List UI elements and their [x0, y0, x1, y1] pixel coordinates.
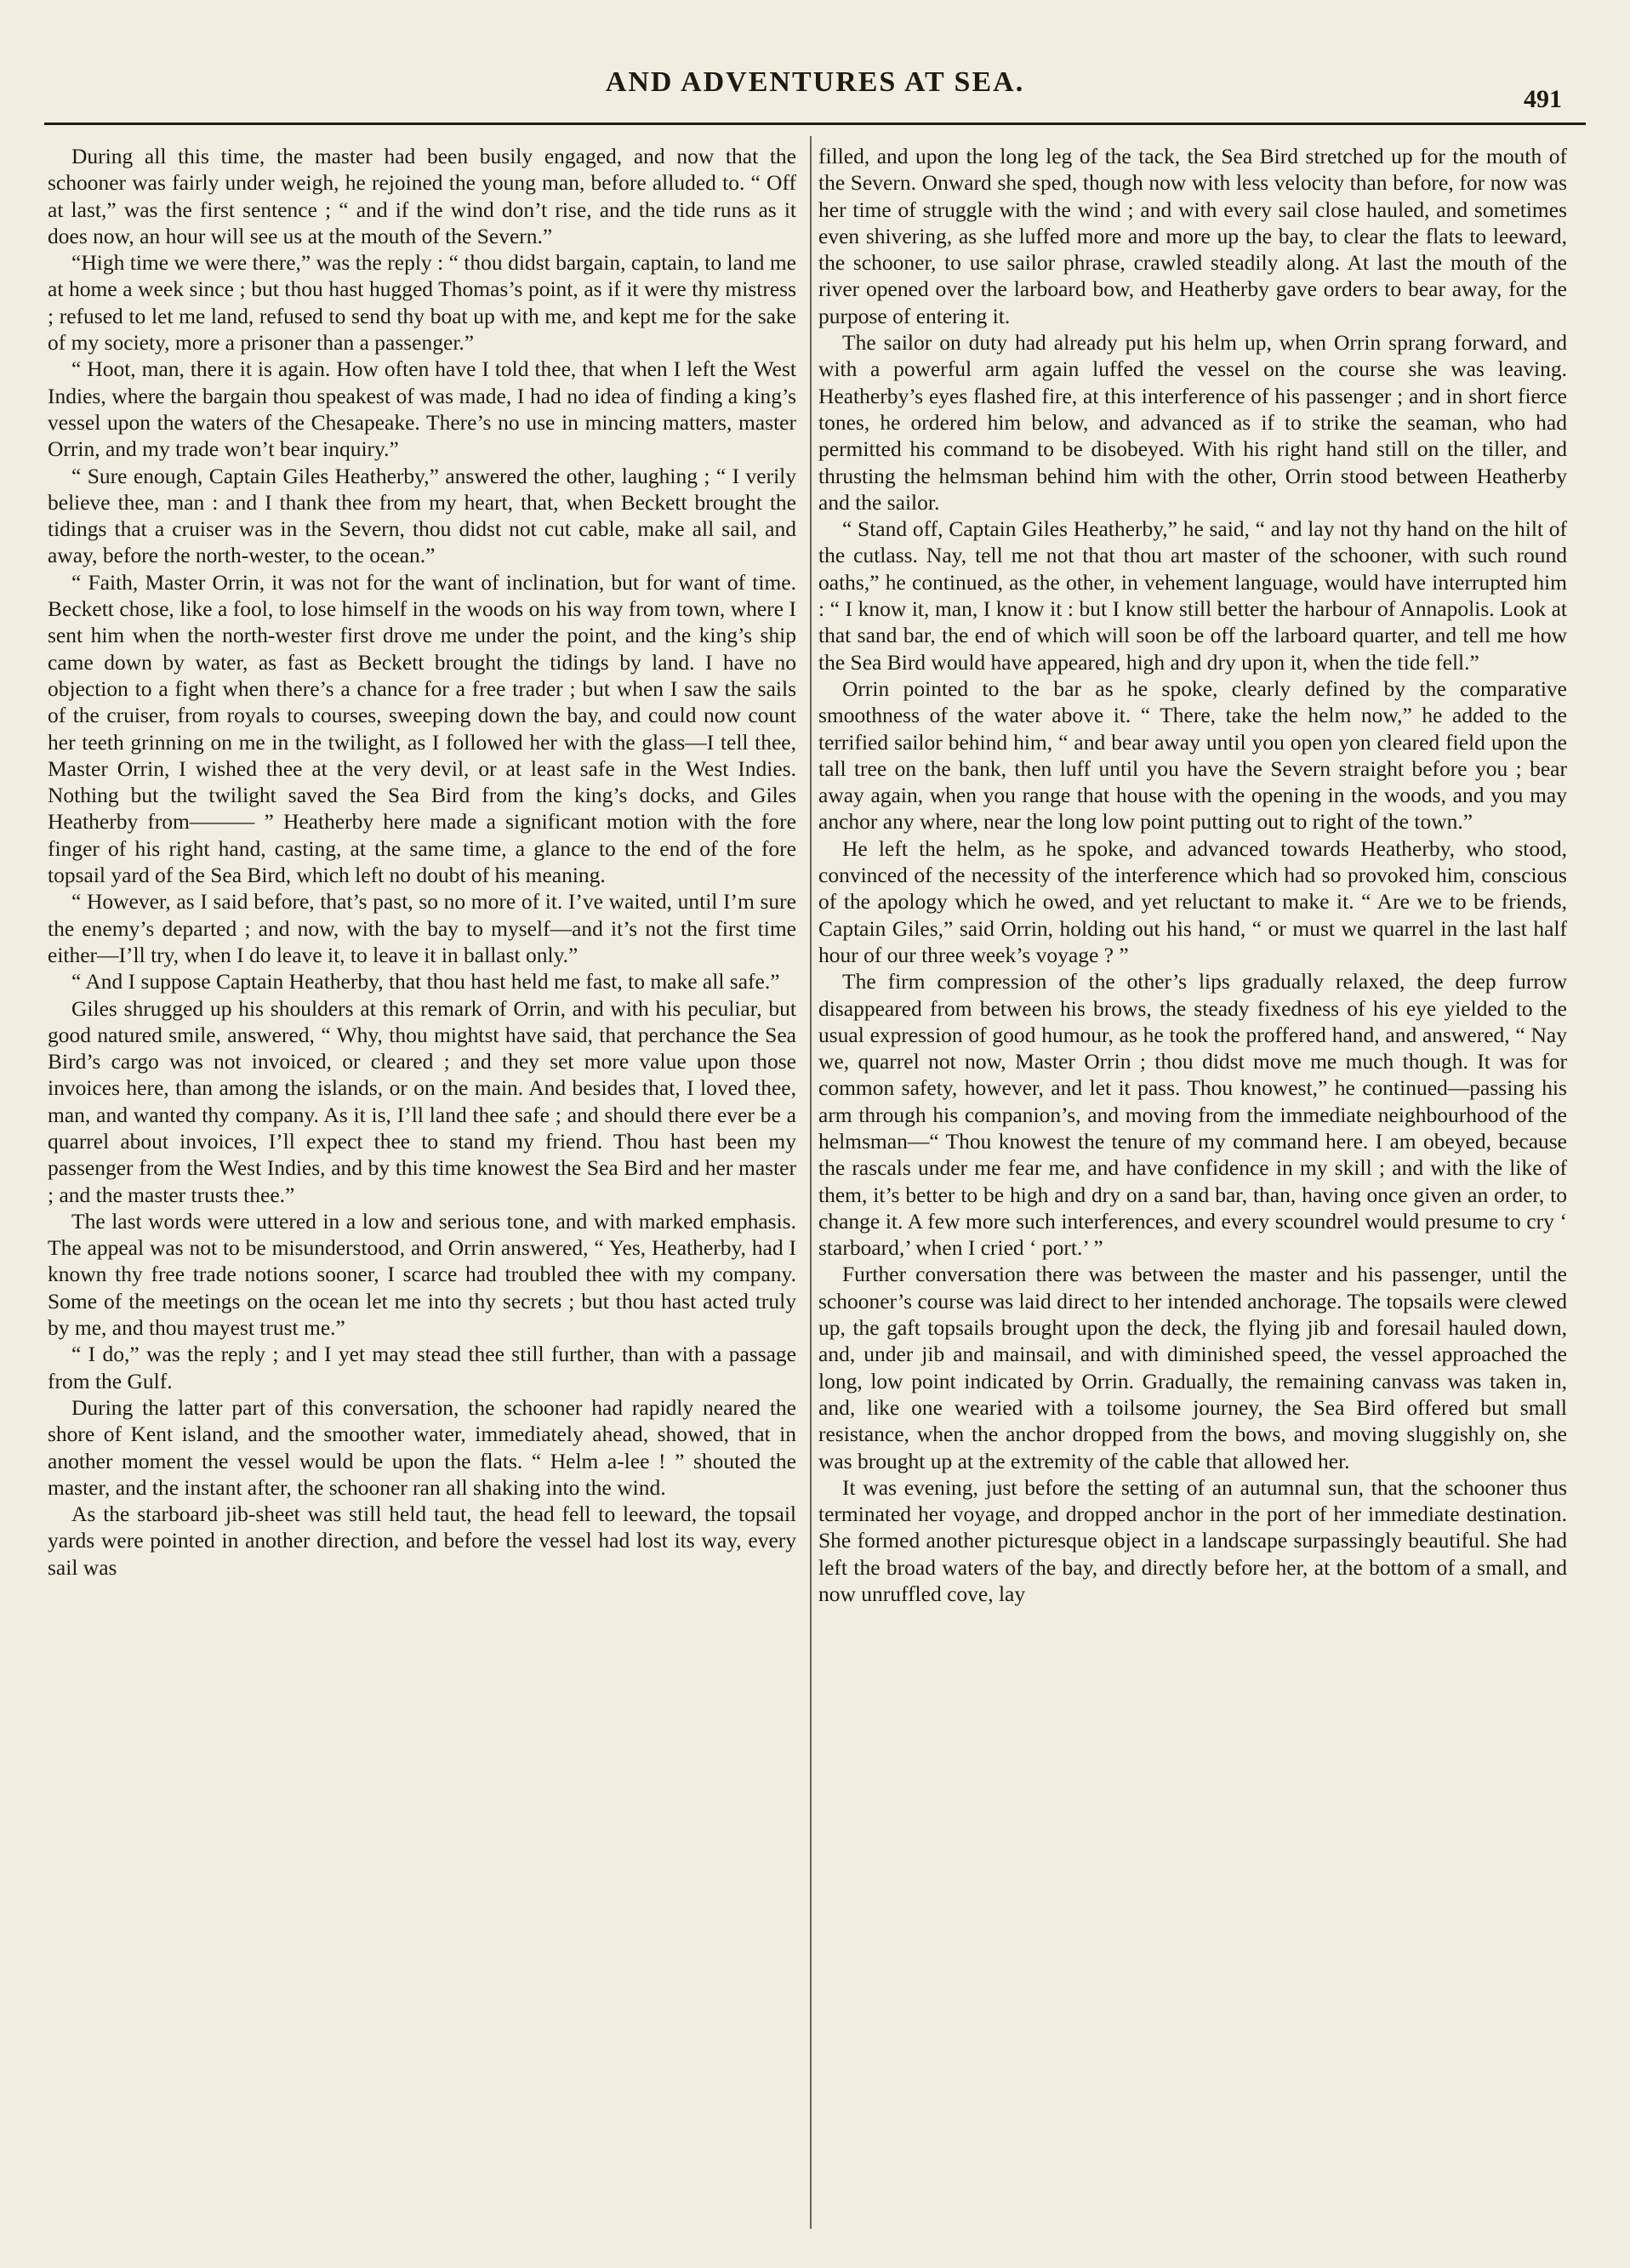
paragraph: Giles shrugged up his shoulders at this remark of Orrin, and with his peculiar, but good natured smile, answered, “ Why, thou mightst have said, that perchance the Sea Bird’s cargo was not invoiced, or cleared ; and they set more value upon those invoices here, than among the islands, or on the main. And besides that, I loved thee, man, and wanted thy company. As it is, I’ll land thee safe ; and should there ever be a quarrel about invoices, I’ll expect thee to stand my friend. Thou hast been my passenger from the West Indies, and by this time knowest the Sea Bird and her master ; and the master trusts thee.”: [48, 995, 796, 1207]
page-header: [0, 66, 1630, 113]
paragraph: “High time we were there,” was the reply : “ thou didst bargain, captain, to land me at home a week since ; but thou hast hugged Thomas’s point, as if it were thy mistress ; refused to let me land, refused to send thy boat up with me, and kept me for the sake of my society, more a prisoner than a passenger.”: [48, 250, 796, 356]
paragraph: The sailor on duty had already put his helm up, when Orrin sprang forward, and with a powerful arm again luffed the vessel on the course she was leaving. Heatherby’s eyes flashed fire, at this interference of his passenger ; and in short fierce tones, he ordered him below, and advanced as if to strike the seaman, who had permitted his command to be disobeyed. With his right hand still on the tiller, and thrusting the helmsman behind him with the other, Orrin stood between Heatherby and the sailor.: [818, 330, 1567, 515]
paragraph: “ Faith, Master Orrin, it was not for the want of inclination, but for want of time. Beckett chose, like a fool, to lose himself in the woods on his way from town, where I sent him when the north-wester first drove me under the point, and the king’s ship came down by water, as fast as Beckett brought the tidings by land. I have no objection to a fight when there’s a chance for a free trader ; but when I saw the sails of the cruiser, from royals to courses, sweeping down the bay, and could now count her teeth grinning on me in the twilight, as I followed her with the glass—I tell thee, Master Orrin, I wished thee at the very devil, or at least safe in the West Indies. Nothing but the twilight saved the Sea Bird from the king’s docks, and Giles Heatherby from——— ” Heatherby here made a significant motion with the fore finger of his right hand, casting, at the same time, a glance to the end of the fore topsail yard of the Sea Bird, which left no doubt of his meaning.: [48, 569, 796, 888]
paragraph: “ Hoot, man, there it is again. How often have I told thee, that when I left the West Indies, where the bargain thou speakest of was made, I had no idea of finding a king’s vessel upon the waters of the Chesapeake. There’s no use in mincing matters, master Orrin, and my trade won’t bear inquiry.”: [48, 356, 796, 462]
right-column: [818, 143, 1567, 1607]
column-divider: [810, 136, 812, 2229]
running-head: AND ADVENTURES AT SEA.: [605, 66, 1025, 98]
header-rule: [44, 123, 1586, 125]
paragraph: Orrin pointed to the bar as he spoke, clearly defined by the comparative smoothness of the water above it. “ There, take the helm now,” he added to the terrified sailor behind him, “ and bear away until you open yon cleared field upon the tall tree on the bank, then luff until you have the Severn straight before you ; bear away again, when you range that house with the opening in the woods, and you may anchor any where, near the long low point putting out to right of the town.”: [818, 675, 1567, 835]
paragraph: It was evening, just before the setting of an autumnal sun, that the schooner thus terminated her voyage, and dropped anchor in the port of her immediate destination. She formed another picturesque object in a landscape surpassingly beautiful. She had left the broad waters of the bay, and directly before her, at the bottom of a small, and now unruffled cove, lay: [818, 1474, 1567, 1607]
paragraph: Further conversation there was between the master and his passenger, until the schooner’s course was laid direct to her intended anchorage. The topsails were clewed up, the gaft topsails brought upon the deck, the flying jib and foresail hauled down, and, under jib and mainsail, and with diminished speed, the vessel approached the long, low point indicated by Orrin. Gradually, the remaining canvass was taken in, and, like one wearied with a toilsome journey, the Sea Bird offered but small resistance, when the anchor dropped from the bows, and moving sluggishly on, she was brought up at the extremity of the cable that allowed her.: [818, 1262, 1567, 1473]
paragraph: During the latter part of this conversation, the schooner had rapidly neared the shore of Kent island, and the smoother water, immediately ahead, showed, that in another moment the vessel would be upon the flats. “ Helm a-lee ! ” shouted the master, and the instant after, the schooner ran all shaking into the wind.: [48, 1394, 796, 1500]
paragraph: The last words were uttered in a low and serious tone, and with marked emphasis. The appeal was not to be misunderstood, and Orrin answered, “ Yes, Heatherby, had I known thy free trade notions sooner, I scarce had troubled thee with my company. Some of the meetings on the ocean let me into thy secrets ; but thou hast acted truly by me, and thou mayest trust me.”: [48, 1208, 796, 1341]
paragraph: “ And I suppose Captain Heatherby, that thou hast held me fast, to make all safe.”: [71, 969, 780, 994]
paragraph: “ Stand off, Captain Giles Heatherby,” he said, “ and lay not thy hand on the hilt of the cutlass. Nay, tell me not that thou art master of the schooner, with such round oaths,” he continued, as the other, in vehement language, would have interrupted him : “ I know it, man, I know it : but I know still better the harbour of Annapolis. Look at that sand bar, the end of which will soon be off the larboard quarter, and tell me how the Sea Bird would have appeared, high and dry upon it, when the tide fell.”: [818, 516, 1567, 675]
paragraph: During all this time, the master had been busily engaged, and now that the schooner was fairly under weigh, he rejoined the young man, before alluded to. “ Off at last,” was the first sentence ; “ and if the wind don’t rise, and the tide runs as it does now, an hour will see us at the mouth of the Severn.”: [48, 144, 796, 248]
paragraph: “ I do,” was the reply ; and I yet may stead thee still further, than with a passage from the Gulf.: [48, 1342, 796, 1393]
page-number: 491: [1524, 85, 1562, 113]
paragraph: The firm compression of the other’s lips gradually relaxed, the deep furrow disappeared from between his brows, the steady fixedness of his eye yielded to the usual expression of good humour, as he took the proffered hand, and answered, “ Nay we, quarrel not now, Master Orrin ; thou didst move me much though. It was for common safety, however, and let it pass. Thou knowest,” he continued—passing his arm through his companion’s, and moving from the immediate neighbourhood of the helmsman—“ Thou knowest the tenure of my command here. I am obeyed, because the rascals under me fear me, and have confidence in my skill ; and with the like of them, it’s better to be high and dry on a sand bar, than, having once given an order, to change it. A few more such interferences, and every scoundrel would presume to cry ‘ starboard,’ when I cried ‘ port.’ ”: [818, 969, 1567, 1261]
paragraph: As the starboard jib-sheet was still held taut, the head fell to leeward, the topsail yards were pointed in another direction, and before the vessel had lost its way, every sail was: [48, 1502, 796, 1580]
paragraph: He left the helm, as he spoke, and advanced towards Heatherby, who stood, convinced of the necessity of the interference which had so provoked him, conscious of the apology which he owed, and yet reluctant to make it. “ Are we to be friends, Captain Giles,” said Orrin, holding out his hand, “ or must we quarrel in the last half hour of our three week’s voyage ? ”: [818, 835, 1567, 967]
paragraph-continued: filled, and upon the long leg of the tack, the Sea Bird stretched up for the mouth of the Severn. Onward she sped, though now with less velocity than before, for now was her time of struggle with the wind ; and with every sail close hauled, and sometimes even shivering, as she luffed more and more up the bay, to clear the flats to leeward, the schooner, to use sailor phrase, crawled steadily along. At last the mouth of the river opened over the larboard bow, and Heatherby gave orders to bear away, for the purpose of entering it.: [818, 144, 1567, 328]
paragraph: “ However, as I said before, that’s past, so no more of it. I’ve waited, until I’m sure the enemy’s departed ; and now, with the bay to myself—and it’s not the first time either—I’ll try, when I do leave it, to leave it in ballast only.”: [48, 889, 796, 967]
paragraph: “ Sure enough, Captain Giles Heatherby,” answered the other, laughing ; “ I verily believe thee, man : and I thank thee from my heart, that, when Beckett brought the tidings that a cruiser was in the Severn, thou didst not cut cable, make all sail, and away, before the north-wester, to the ocean.”: [48, 463, 796, 568]
left-column: [48, 143, 796, 1581]
